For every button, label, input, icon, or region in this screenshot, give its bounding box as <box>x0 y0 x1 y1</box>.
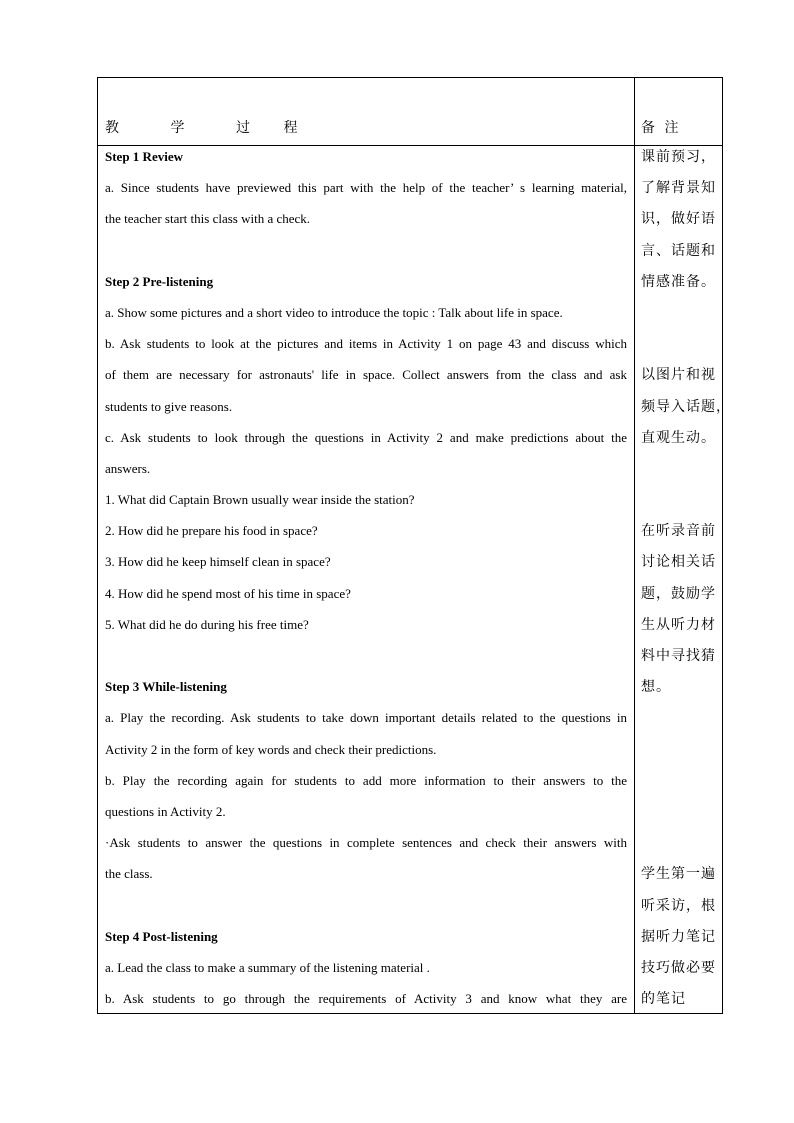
note-line <box>641 303 721 334</box>
note-line: 料中寻找猜 <box>641 648 716 664</box>
body-text-line: 3. How did he keep himself clean in space? <box>105 554 331 570</box>
lesson-plan-table <box>97 77 731 1014</box>
body-text-line: 4. How did he spend most of his time in space? <box>105 585 351 601</box>
note-line: 想。 <box>641 679 671 696</box>
note-line <box>641 459 721 490</box>
column-divider <box>634 78 635 1013</box>
step-heading: Step 1 Review <box>105 149 183 164</box>
note-line <box>641 490 721 521</box>
body-text-line: a. Lead the class to make a summary of the listening material . <box>105 959 430 975</box>
note-line <box>641 740 721 771</box>
body-text-line: b. Ask students to go through the requirements of Activity 3 and know what they are <box>105 991 627 1007</box>
note-line: 以图片和视 <box>641 367 716 384</box>
note-line <box>641 708 721 739</box>
note-line: 频导入话题， <box>641 398 731 415</box>
step-heading: Step 4 Post-listening <box>105 928 218 944</box>
body-text-line <box>105 646 627 677</box>
body-text-line: c. Ask students to look through the questions in Activity 2 and make predictions about the <box>105 429 627 445</box>
body-text-line: b. Ask students to look at the pictures and items in Activity 1 on page 43 and discuss which <box>105 336 627 352</box>
body-text-line: a. Play the recording. Ask students to take down important details related to the questions in <box>105 710 627 726</box>
note-line <box>641 802 721 833</box>
body-text-line: 2. How did he prepare his food in space? <box>105 523 318 539</box>
note-line: 课前预习， <box>641 149 716 165</box>
note-line: 直观生动。 <box>641 429 716 446</box>
body-text-line <box>105 896 627 927</box>
body-text-line: ·Ask students to answer the questions in complete sentences and check their answers with <box>105 835 627 851</box>
step-heading: Step 2 Pre-listening <box>105 273 214 289</box>
note-line: 在听录音前 <box>641 523 716 540</box>
note-line: 情感准备。 <box>641 273 716 290</box>
body-text-line: b. Play the recording again for students to add more information to their answers to the <box>105 772 627 788</box>
note-line: 听采访，根 <box>641 897 716 914</box>
body-text-line <box>105 241 627 272</box>
note-line: 了解背景知 <box>641 180 716 197</box>
note-line: 据听力笔记 <box>641 928 716 945</box>
header-char: 教 <box>105 121 121 136</box>
body-text-line: questions in Activity 2. <box>105 803 226 819</box>
note-line: 识，做好语 <box>641 211 716 228</box>
body-text-line: students to give reasons. <box>105 398 233 414</box>
body-text-line: answers. <box>105 460 151 476</box>
header-divider <box>98 145 722 146</box>
note-line: 技巧做必要 <box>641 959 716 976</box>
header-char: 学 <box>170 121 187 136</box>
body-text-line: 1. What did Captain Brown usually wear inside the station? <box>105 492 415 508</box>
notes-column <box>641 147 731 1020</box>
note-line: 的笔记 <box>641 991 686 1008</box>
body-text-line: 5. What did he do during his free time? <box>105 616 309 632</box>
header-char: 过 <box>236 121 252 136</box>
body-text-line: a. Show some pictures and a short video to introduce the topic : Talk about life in space. <box>105 304 563 320</box>
header-notes: 备 注 <box>641 121 682 136</box>
note-line: 学生第一遍 <box>641 866 716 883</box>
step-heading: Step 3 While-listening <box>105 679 227 695</box>
header-teaching-process <box>105 117 300 137</box>
note-line: 生从听力材 <box>641 616 716 633</box>
body-text-line: of them are necessary for astronauts' life in space. Collect answers from the class and ask <box>105 367 627 383</box>
body-text-line: the class. <box>105 866 153 882</box>
note-line <box>641 771 721 802</box>
note-line: 题，鼓励学 <box>641 585 716 602</box>
note-line <box>641 833 721 864</box>
note-line <box>641 334 721 365</box>
note-line: 言、话题和 <box>641 242 716 259</box>
body-text-line: Activity 2 in the form of key words and check their predictions. <box>105 741 437 757</box>
body-text-line: a. Since students have previewed this part with the help of the teacher’ s learning material, <box>105 180 627 196</box>
teaching-process-column <box>105 147 627 1020</box>
body-text-line: the teacher start this class with a check. <box>105 211 311 227</box>
note-line: 讨论相关话 <box>641 554 716 571</box>
header-char: 程 <box>283 121 300 136</box>
